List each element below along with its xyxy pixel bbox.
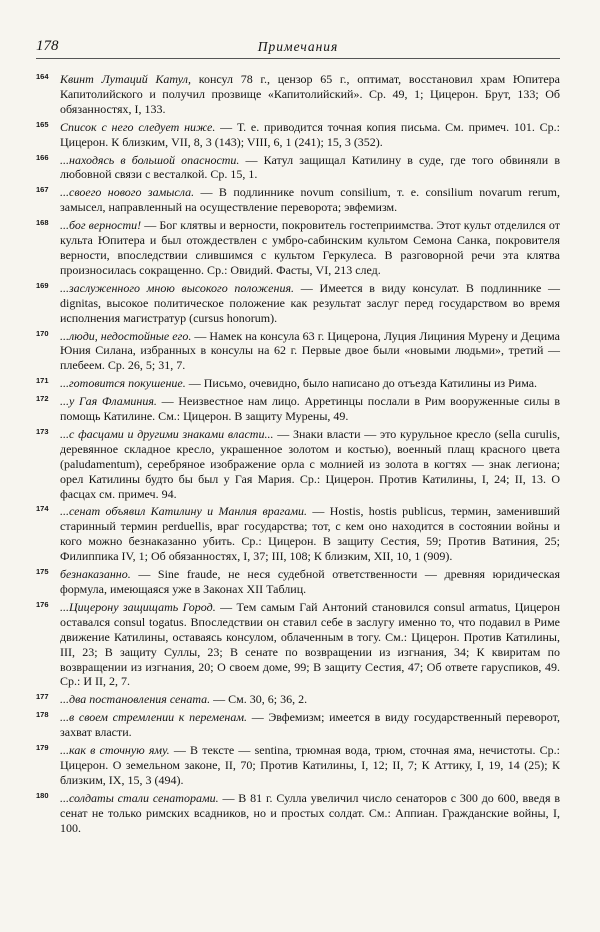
note-lemma: Квинт Лутаций Катул, xyxy=(60,72,192,86)
note-lemma: ...как в сточную яму. xyxy=(60,743,170,758)
note-text: — Письмо, очевидно, было написано до отъезда Катилины из Рима. xyxy=(185,376,538,391)
note-number: 180 xyxy=(36,790,49,800)
note-lemma: ...Цицерону защищать Город. xyxy=(60,599,216,614)
note-172 xyxy=(36,394,560,424)
note-lemma: ...у Гая Фламиния. xyxy=(60,394,157,409)
note-text: — Бог клятвы и верности, покровитель гостеприимства. Этот культ отделился от культа Юпитера и был отождествлен с умбро-сабинским культом Семона Санка, покровителя верности, впоследствии слившимся с культом Геркулеса. В разговорной речи эта клятва произносилась сокращенно. Ср.: Овидий. Фасты, VI, 213 след. xyxy=(60,218,560,277)
note-lemma: ...солдаты стали сенаторами. xyxy=(60,790,219,805)
note-lemma: ...заслуженного мною высокого положения. xyxy=(60,280,295,295)
note-number: 164 xyxy=(36,72,49,81)
note-number: 169 xyxy=(36,280,49,290)
note-169 xyxy=(36,281,560,326)
note-170 xyxy=(36,329,560,374)
note-number: 174 xyxy=(36,504,49,514)
note-text: — Неизвестное нам лицо. Арретинцы послали в Рим вооруженные силы в помощь Катилине. См.: Цицерон. В защиту Мурены, 49. xyxy=(60,394,561,424)
note-166 xyxy=(36,153,560,183)
note-168 xyxy=(36,218,560,278)
note-text: — См. 30, 6; 36, 2. xyxy=(210,692,308,707)
section-title: Примечания xyxy=(257,39,339,54)
note-number: 179 xyxy=(36,743,49,753)
page-number: 178 xyxy=(36,38,59,54)
note-lemma: ...два постановления сената. xyxy=(60,692,211,707)
note-number: 172 xyxy=(36,394,49,404)
note-number: 168 xyxy=(36,218,49,228)
note-number: 175 xyxy=(36,567,49,577)
note-173 xyxy=(36,427,560,502)
note-number: 177 xyxy=(36,692,49,702)
notes-list xyxy=(36,72,560,839)
note-text: — Имеется в виду консулат. В подлиннике — dignitas, высокое политическое положение как результат заслуг перед государством во время исполнения магистратур (cursus honorum). xyxy=(60,280,560,325)
note-176 xyxy=(36,600,560,689)
note-179 xyxy=(36,743,560,788)
note-text: — Т. е. приводится точная копия письма. См. примеч. 101. Ср.: Цицерон. К близким, VII, 8, 3 (143); VIII, 6, 1 (241); 15, 3 (352). xyxy=(60,119,560,149)
note-text: — Hostis, hostis publicus, термин, заменивший старинный термин perduellis, враг государства; тот, с кем оно находится в состоянии войны и кого можно безнаказанно убить. Ср.: Цицерон. В защиту Сестия, 59; Против Ватиния, 25; Филиппика IV, 1; Об обязанностях, I, 37; III, 108; К близким, XII, 10, 1 (909). xyxy=(60,504,560,564)
note-number: 171 xyxy=(36,376,49,386)
note-text: — Тем самым Гай Антоний становился consul armatus, Цицерон оставался consul togatus. Впоследствии он ставил себе в заслугу именно то, что подавил в Риме движение Катилины, оставаясь консулом, облаченным в тогу. См.: Цицерон. Против Катилины, III, 23; В защиту Суллы, 23; В сенате по возвращении из изгнания, 34; К квиритам по возвращении из изгнания, 20; О своем доме, 99; В защиту Сестия, 47; Об ответе гаруспиков, 49. Ср.: И II, 2, 7. xyxy=(60,599,560,689)
note-lemma: ...с фасцами и другими знаками власти... xyxy=(60,426,274,441)
note-text: — Знаки власти — это курульное кресло (sella curulis, деревянное складное кресло, украшенное золотом и костью), военный плащ красного цвета (paludamentum), серебряное изображение орла с молнией из золота в когтях — знак легиона; орел Катилины будто бы был у Гая Мария. Ср.: Цицерон. Против Катилины, I, 24; II, 13. О фасцах см. примеч. 94. xyxy=(60,426,561,501)
note-number: 173 xyxy=(36,426,49,436)
note-number: 167 xyxy=(36,185,49,195)
note-text: — В подлиннике novum consilium, т. е. consilium novarum rerum, замысел, направленный на осуществление переворота; эвфемизм. xyxy=(60,185,560,215)
note-171 xyxy=(36,376,560,391)
note-165 xyxy=(36,120,560,150)
note-text: — Эвфемизм; имеется в виду государственный переворот, захват власти. xyxy=(60,710,560,740)
note-178 xyxy=(36,710,560,740)
note-lemma: ...сенат объявил Катилину и Манлия врагами. xyxy=(60,504,308,519)
note-text: — В тексте — sentina, трюмная вода, трюм, сточная яма, нечистоты. Ср.: Цицерон. О земельном законе, II, 70; Против Катилины, I, 12; II, 7; К Аттику, I, 19, 14 (25); К близким, IX, 15, 3 (494). xyxy=(60,743,560,787)
note-number: 166 xyxy=(36,152,49,162)
note-lemma: ...люди, недостойные его. xyxy=(60,328,192,343)
note-text: — Намек на консула 63 г. Цицерона, Луция Лициния Мурену и Децима Юния Силана, избранных в консулы на 62 г. Первые двое были «новыми людьми», третий — плебеем. Ср. 26, 5; 31, 7. xyxy=(60,328,560,373)
note-number: 165 xyxy=(36,119,49,129)
note-lemma: безнаказанно. xyxy=(60,567,131,582)
note-lemma: ...своего нового замысла. xyxy=(60,185,195,200)
running-head xyxy=(36,38,560,59)
note-lemma: ...в своем стремлении к переменам. xyxy=(60,710,248,725)
note-lemma: ...находясь в большой опасности. xyxy=(60,152,240,167)
note-lemma: ...готовится покушение. xyxy=(60,376,186,391)
note-text: — Sine fraude, не неся судебной ответственности — древняя юридическая формула, имеющаяся уже в Законах XII Таблиц. xyxy=(60,567,560,596)
note-167 xyxy=(36,185,560,215)
note-number: 170 xyxy=(36,328,49,338)
note-lemma: Список с него следует ниже. xyxy=(60,119,216,134)
note-number: 176 xyxy=(36,599,49,609)
note-text: консул 78 г., цензор 65 г., оптимат, восстановил храм Юпитера Капитолийского и получил прозвище «Капитолийский». Ср. 49, 1; Цицерон. Брут, 133; Об обязанностях, I, 133. xyxy=(60,72,561,116)
note-177 xyxy=(36,692,560,707)
note-175 xyxy=(36,567,560,597)
note-164 xyxy=(36,72,560,117)
note-text: — Катул защищал Катилину в суде, где того обвиняли в любовной связи с весталкой. Ср. 15, 1. xyxy=(60,152,560,182)
note-180 xyxy=(36,791,560,836)
note-174 xyxy=(36,504,560,564)
note-lemma: ...бог верности! xyxy=(60,218,142,233)
note-text: — В 81 г. Сулла увеличил число сенаторов с 300 до 600, введя в сенат не только римских всадников, но и простых солдат. См.: Аппиан. Гражданские войны, I, 100. xyxy=(60,790,561,835)
note-number: 178 xyxy=(36,710,49,720)
